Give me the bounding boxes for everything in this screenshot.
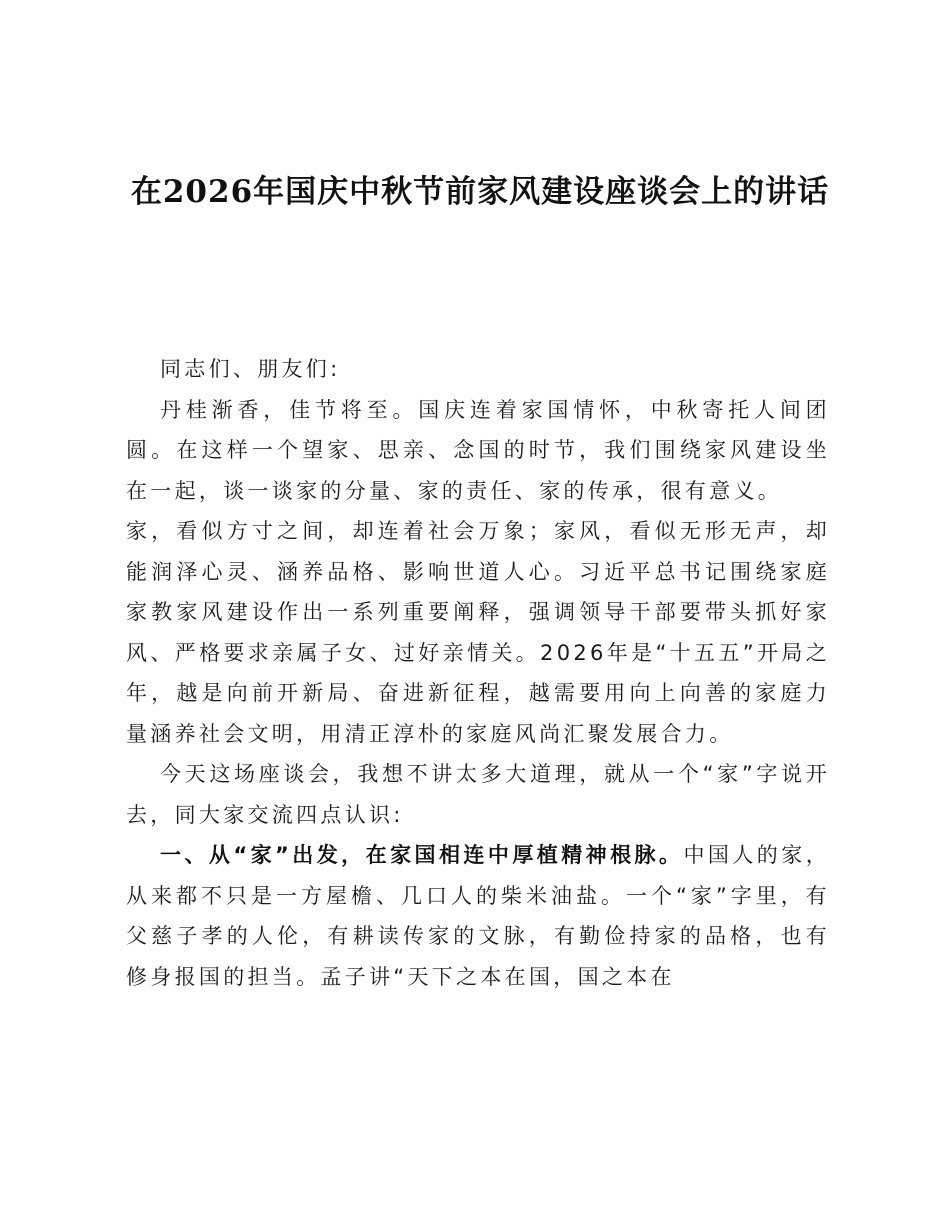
document-title: 在2026年国庆中秋节前家风建设座谈会上的讲话 [130,174,830,210]
section-heading-1: 一、从“家”出发，在家国相连中厚植精神根脉。 [160,843,684,867]
paragraph-2: 家，看似方寸之间，却连着社会万象；家风，看似无形无声，却能润泽心灵、涵养品格、影响世道人心。习近平总书记围绕家庭家教家风建设作出一系列重要阐释，强调领导干部要带头抓好家风、严格要求亲属子女、过好亲情关。2026年是“十五五”开局之年，越是向前开新局、奋进新征程，越需要用向上向善的家庭力量涵养社会文明，用清正淳朴的家庭风尚汇聚发展合力。 [126,519,830,746]
paragraph-3: 今天这场座谈会，我想不讲太多大道理，就从一个“家”字说开去，同大家交流四点认识: [126,762,830,827]
paragraph-1: 丹桂渐香，佳节将至。国庆连着家国情怀，中秋寄托人间团圆。在这样一个望家、思亲、念国的时节，我们围绕家风建设坐在一起，谈一谈家的分量、家的责任、家的传承，很有意义。 [126,397,830,503]
section-1-text: 中国人的家，从来都不只是一方屋檐、几口人的柴米油盐。一个“家”字里，有父慈子孝的人伦，有耕读传家的文脉，有勤俭持家的品格，也有修身报国的担当。孟子讲“天下之本在国，国之本在 [126,843,830,989]
paragraph-4 [126,835,830,997]
document-body [126,349,830,997]
salutation: 同志们、朋友们: [160,357,341,381]
